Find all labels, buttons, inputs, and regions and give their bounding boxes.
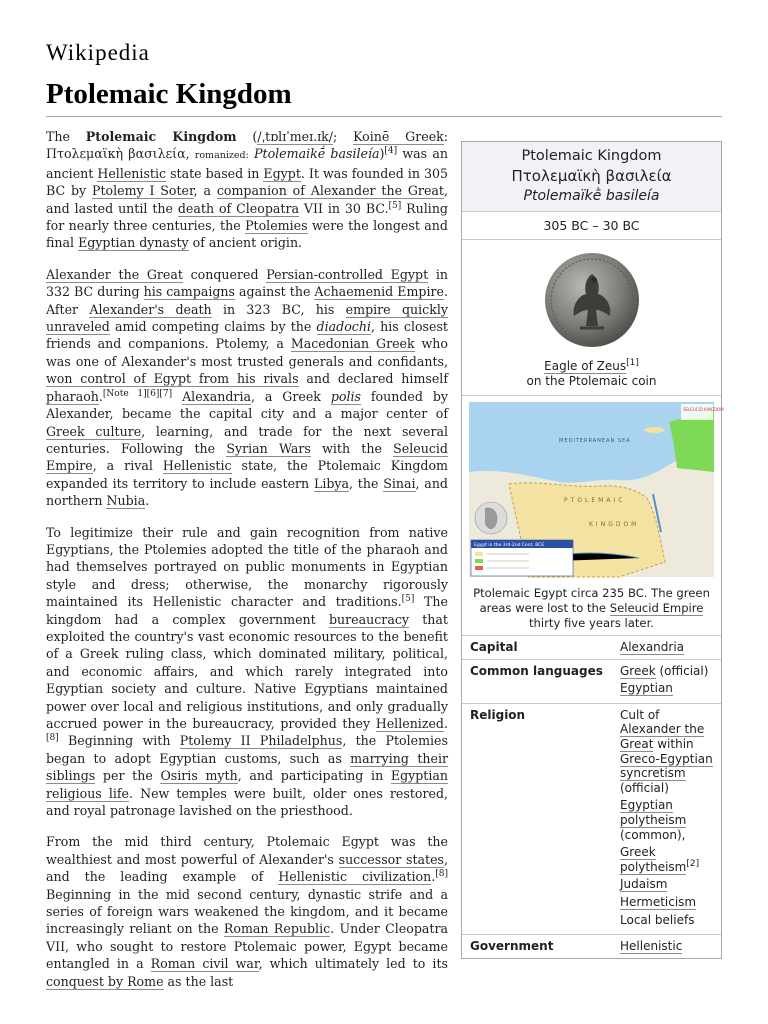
map-caption	[468, 586, 715, 631]
text-run: Ptolemaikḗ basileía	[254, 146, 380, 162]
religion-syncretism-link[interactable]: Greco-Egyptian syncretism	[620, 751, 713, 781]
text-run: who was one of Alexander's most trusted generals and confidants,	[46, 336, 448, 369]
text-run: . It was founded in 305 BC by	[46, 165, 449, 199]
inline-link[interactable]: Ptolemy I Soter	[91, 183, 194, 199]
coin-section	[462, 240, 721, 396]
infobox-title: Ptolemaic Kingdom	[521, 148, 662, 164]
inline-link[interactable]: successor states	[338, 851, 444, 867]
inline-link[interactable]: Seleucid Empire	[46, 440, 448, 474]
article-body	[46, 128, 448, 1004]
text-run: , a Greek	[251, 388, 331, 404]
inline-link[interactable]: death of Cleopatra	[177, 200, 299, 216]
inline-link[interactable]: Alexander's death	[89, 301, 212, 317]
inline-link[interactable]: empire quickly unraveled	[46, 301, 448, 335]
government-link[interactable]: Hellenistic	[620, 939, 683, 954]
text-run	[172, 389, 182, 404]
inline-link[interactable]: Hellenistic	[162, 458, 232, 474]
inline-link[interactable]: Ptolemy II Philadelphus	[179, 733, 343, 749]
page-title: Ptolemaic Kingdom	[46, 78, 292, 110]
text-run: Ptolemaic Kingdom	[85, 129, 237, 144]
paragraph-4	[46, 833, 448, 990]
inline-link[interactable]: Egypt	[263, 165, 301, 181]
inline-link[interactable]: /ˌtɒlɪˈmeɪ.ɪk/	[257, 129, 334, 144]
inline-link[interactable]: companion of Alexander the Great	[216, 183, 444, 199]
text-run: , and the leading example of	[46, 851, 448, 885]
text-run: in 332 BC during	[46, 266, 448, 300]
text-run: . Under Cleopatra VII, who sought to restore Ptolemaic power, Egypt became entangled in a	[46, 921, 448, 972]
map-seleucid-label: SELEUCID KINGDOM	[683, 407, 724, 412]
language-egyptian-link[interactable]: Egyptian	[620, 681, 673, 696]
inline-link[interactable]: marrying their siblings	[46, 750, 448, 784]
inline-link[interactable]: Alexandria	[182, 388, 251, 404]
row-label-languages: Common languages	[470, 663, 603, 678]
infobox-native-name: Πτολεμαϊκὴ βασιλεία	[511, 167, 672, 185]
infobox-row-religion	[462, 704, 721, 935]
paragraph-3	[46, 524, 448, 820]
row-label-capital: Capital	[470, 640, 518, 654]
text-run: , the	[349, 475, 384, 491]
citation-ref[interactable]: [8]	[46, 733, 59, 744]
inline-link[interactable]: Egyptian religious life	[46, 768, 449, 801]
text-run: founded by Alexander, became the capital city and a major center of	[46, 388, 449, 422]
text-run: From the mid third century, Ptolemaic Egypt was the wealthiest and most powerful of Alexander's	[46, 834, 448, 867]
inline-link[interactable]: Egyptian dynasty	[78, 235, 189, 251]
inline-link[interactable]: his campaigns	[143, 284, 235, 300]
inline-link[interactable]: Nubia	[106, 493, 146, 509]
text-run: Beginning in the mid second century, dynastic strife and a series of foreign wars weakened the kingdom, and it became increasingly reliant on the	[46, 886, 448, 937]
text-run: , and northern	[46, 475, 448, 509]
language-greek-note: (official)	[655, 663, 709, 678]
row-label-government: Government	[470, 939, 554, 954]
inline-link[interactable]: won control of Egypt from his rivals	[46, 371, 299, 387]
text-run: , his closest friends and companions. Ptolemy, a	[46, 319, 448, 352]
inline-link[interactable]: Koinē Greek	[353, 129, 444, 144]
text-run: romanized:	[194, 150, 249, 162]
text-run: : Πτολεμαϊκὴ βασιλεία,	[46, 129, 449, 162]
religion-hermeticism-link[interactable]: Hermeticism	[620, 894, 697, 909]
coin-caption-link[interactable]: Eagle of Zeus	[544, 359, 627, 373]
text-run: that exploited the country's vast economic resources to the benefit of a Greek ruling class, which dominated military, political, and economic affairs, and which rarely integrated into Egyptian society and culture. Native Egyptians maintained power over local and religious institutions, and only gradually accrued power in the bureaucracy, provided they	[46, 611, 448, 731]
language-greek-link[interactable]: Greek	[620, 663, 656, 678]
inline-link[interactable]: Achaemenid Empire	[314, 284, 444, 300]
map-caption-link[interactable]: Seleucid Empire	[609, 601, 704, 615]
text-run: in 323 BC, his	[211, 301, 346, 317]
text-run: .	[98, 388, 103, 404]
inline-link[interactable]: Persian-controlled Egypt	[266, 266, 429, 282]
text-run: was an ancient	[46, 146, 448, 181]
text-run: The kingdom had a complex government	[46, 594, 448, 627]
citation-ref[interactable]: [8]	[435, 869, 448, 880]
text-run: state, the Ptolemaic Kingdom expanded its territory to include eastern	[46, 458, 448, 491]
religion-alexander-link[interactable]: Alexander the Great	[620, 722, 705, 751]
religion-egyptian-link[interactable]: Egyptian polytheism	[620, 798, 687, 827]
text-run: .	[431, 869, 436, 885]
map-region-label-2: KINGDOM	[589, 521, 640, 528]
paragraph-1	[46, 128, 448, 252]
inline-link[interactable]: Roman civil war	[150, 956, 259, 972]
text-run: , a rival	[92, 458, 163, 474]
text-run: .	[443, 716, 448, 731]
religion-within-text: within	[653, 736, 694, 751]
text-run: , which ultimately led to its	[258, 956, 448, 972]
religion-local-text: Local beliefs	[620, 912, 695, 927]
text-run: state based in	[166, 165, 264, 181]
map-caption-text: Ptolemaic Egypt circa 235 BC. The green areas were lost to the	[473, 586, 710, 615]
infobox-dates: 305 BC – 30 BC	[462, 212, 721, 240]
religion-common-note: (common),	[620, 827, 686, 842]
text-run: , and lasted until the	[46, 183, 448, 216]
religion-official-note: (official)	[620, 780, 669, 795]
inline-link[interactable]: Greek culture	[46, 423, 142, 439]
inline-link[interactable]: Hellenistic civilization	[278, 869, 432, 885]
text-run: (	[236, 129, 258, 144]
map-caption-text-end: thirty five years later.	[529, 616, 654, 630]
inline-link[interactable]: Ptolemies	[245, 218, 308, 234]
map-legend-title: Egypt in the 3rd-2nd Cent. BCE	[474, 543, 545, 548]
map-sea-label: MEDITERRANEAN SEA	[559, 438, 631, 444]
inline-link[interactable]: Hellenized	[375, 716, 444, 731]
text-run: The	[46, 129, 86, 144]
inline-link[interactable]: Sinai	[383, 475, 416, 491]
coin-image[interactable]	[542, 250, 642, 350]
text-run: VII in 30 BC.	[298, 200, 389, 216]
title-divider	[46, 116, 722, 117]
infobox-header	[462, 142, 721, 212]
text-run: with the	[310, 440, 394, 456]
text-run: Beginning with	[58, 733, 180, 749]
inline-link[interactable]: Syrian Wars	[226, 440, 311, 456]
text-run: per the	[95, 768, 161, 784]
inline-link[interactable]: diadochi	[316, 319, 371, 335]
inline-link[interactable]: polis	[330, 388, 361, 404]
text-run: , and participating in	[237, 768, 391, 784]
citation-ref[interactable]: [Note 1][6][7]	[102, 388, 173, 399]
text-run: , a	[193, 183, 217, 199]
inline-link[interactable]: Libya	[313, 475, 350, 491]
inline-link[interactable]: bureaucracy	[328, 611, 409, 627]
infobox-row-capital	[462, 636, 721, 660]
infobox-native-romanized: Ptolemaïkḕ basileía	[523, 188, 660, 204]
text-run: of ancient origin.	[188, 235, 303, 251]
map-section	[462, 396, 724, 636]
map-image[interactable]	[469, 402, 724, 577]
infobox	[461, 141, 722, 959]
coin-caption-ref[interactable]: [1]	[626, 358, 639, 368]
coin-caption-text: on the Ptolemaic coin	[526, 374, 657, 388]
capital-link[interactable]: Alexandria	[620, 640, 685, 654]
text-run: against the	[234, 284, 315, 300]
wikipedia-wordmark[interactable]: Wikipedia	[46, 40, 150, 65]
infobox-row-languages	[462, 660, 721, 704]
religion-cult-text: Cult of	[620, 707, 660, 722]
inline-link[interactable]: Hellenistic	[97, 165, 167, 181]
text-run: ;	[333, 129, 354, 144]
inline-link[interactable]: Roman Republic	[223, 921, 331, 937]
text-run: )	[379, 146, 385, 162]
inline-link[interactable]: conquest by Rome	[46, 973, 164, 989]
inline-link[interactable]: Alexander the Great	[46, 266, 183, 282]
inline-link[interactable]: pharaoh	[46, 388, 99, 404]
citation-ref[interactable]: [5]	[388, 200, 402, 211]
text-run: To legitimize their rule and gain recognition from native Egyptians, the Ptolemies adopted the title of the pharaoh and had themselves portrayed on public monuments in Egyptian style and dress; otherwise, the monarchy rigorously maintained its Hellenistic character and traditions.	[46, 524, 448, 610]
religion-judaism-link[interactable]: Judaism	[620, 877, 668, 892]
inline-link[interactable]: Macedonian Greek	[290, 336, 415, 352]
infobox-row-government	[462, 935, 721, 958]
citation-ref[interactable]: [4]	[384, 146, 398, 157]
text-run: . After	[46, 284, 448, 317]
religion-greek-ref[interactable]: [2]	[686, 858, 700, 869]
religion-greek-link[interactable]: Greek polytheism	[620, 845, 687, 874]
text-run: were the longest and final	[46, 218, 448, 251]
inline-link[interactable]: Osiris myth	[160, 768, 238, 784]
citation-ref[interactable]: [5]	[401, 593, 415, 604]
map-region-label-1: PTOLEMAIC	[564, 497, 626, 504]
text-run: amid competing claims by the	[109, 319, 317, 335]
text-run: and declared himself	[298, 371, 448, 387]
text-run: , learning, and trade for the next several centuries. Following the	[46, 423, 448, 456]
text-run: .	[145, 493, 150, 509]
paragraph-2	[46, 266, 448, 510]
coin-caption	[462, 359, 721, 389]
text-run: . New temples were built, older ones restored, and royal patronage lavished on the priesthood.	[46, 785, 449, 819]
text-run: Ruling for nearly three centuries, the	[46, 200, 448, 234]
row-label-religion: Religion	[470, 707, 526, 722]
text-run: , the Ptolemies began to adopt Egyptian customs, such as	[46, 733, 448, 766]
text-run: as the last	[163, 973, 234, 989]
text-run: conquered	[182, 266, 267, 282]
